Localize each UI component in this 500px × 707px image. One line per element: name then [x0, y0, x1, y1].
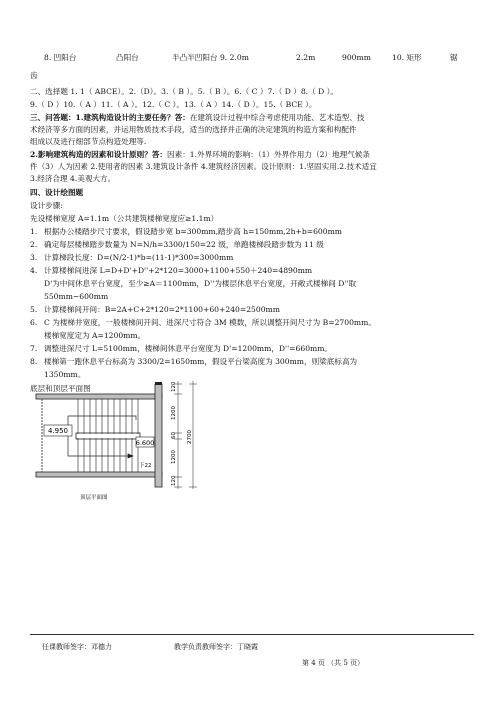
- step-text: 根据办公楼踏步尺寸要求，假设踏步宽 b=300mm,踏步高 h=150mm,2h+b=600mm: [44, 227, 343, 236]
- step-8: [30, 357, 357, 367]
- question-2-title: 2.影响建筑构造的因素和设计原则？答：: [30, 150, 168, 159]
- answer-semi: 半凸半凹阳台 9. 2.0m: [172, 53, 249, 62]
- step-text: 楼梯第一跑休息平台标高为 3300/2=1650mm，假设平台梁高度为 300mm，则梁底标高为: [44, 357, 358, 366]
- step-number: 6.: [30, 318, 38, 327]
- elevation-left: [44, 425, 72, 436]
- step-4-line2: D'为中间休息平台宽度，至少≥A＝1100mm，D''为楼层休息平台宽度，开敞式楼梯间 D''取: [44, 279, 357, 288]
- svg-text:120: 120: [171, 381, 177, 392]
- question-1-title: 三、问答题：1.建筑构造设计的主要任务？答：: [30, 113, 190, 122]
- pre-step: 先设楼梯宽度 A=1.1m（公共建筑楼梯宽度应≥1.1m）: [30, 214, 219, 223]
- footer-divider: [30, 634, 474, 635]
- step-4-line3: 550mm~600mm: [44, 292, 109, 301]
- step-8-line2: 1350mm。: [44, 370, 86, 379]
- choice-answers-line2: 9.（ D ）10.（ A ）11.（ A ）。12.（ C ）。13.（ A ）14.（ D ）。15.（ BCE ）。: [30, 100, 317, 109]
- step-number: 4.: [30, 266, 38, 275]
- answer-10: 10. 矩形: [392, 53, 422, 62]
- step-6-line2: 楼梯宽度定为 A=1200mm。: [44, 331, 146, 340]
- plan-caption: 顶层平面图: [80, 495, 108, 501]
- step-2: [30, 240, 324, 250]
- step-1: [30, 227, 342, 237]
- question-1-line2: 术经济等多方面的因素，并运用物质技术手段，适当的选择并正确的决定建筑的构造方案和构配件: [30, 125, 357, 134]
- question-2: [30, 150, 370, 160]
- svg-text:1200: 1200: [171, 450, 177, 464]
- teacher-signature: 任课教师签字：邓德力: [42, 643, 112, 651]
- step-count-note: 下22: [139, 463, 152, 469]
- question-2-line2: 件（3）人为因素 2.使用者的因素 3.建筑设计条件 4.建筑经济因素。设计原则：1.坚固实用.2.技术适宜: [30, 162, 377, 171]
- step-number: 5.: [30, 305, 38, 314]
- step-5: [30, 305, 280, 315]
- step-number: 2.: [30, 240, 38, 249]
- choice-answers-line1: 二、选择题 1. 1（ ABCE）。2.（D）。3.（ B ）。5.（ B ）。6.（ C ）7.（ D ）8.（ D ）。: [30, 87, 338, 96]
- svg-text:4.950: 4.950: [47, 427, 69, 435]
- step-text: C 为楼梯井宽度，一般楼梯间开间、进深尺寸符合 3M 模数，所以调整开间尺寸为 B=2700mm。: [44, 318, 376, 327]
- stair-plan-diagram: [28, 376, 208, 506]
- elevation-right: [136, 437, 155, 447]
- answer-wrap: 齿: [30, 71, 38, 80]
- step-text: 计算楼梯间进深 L=D+D'+D''+2*120=3000+1100+550＋240=4890mm: [44, 266, 313, 275]
- step-6: [30, 318, 376, 328]
- answer-convex: 凸阳台: [116, 53, 139, 62]
- step-number: 7.: [30, 344, 38, 353]
- step-text: 调整进深尺寸 L=5100mm，楼梯间休息平台宽度为 D'=1200mm，D''=660mm。: [44, 344, 333, 353]
- question-1-line3: 组成以及进行细部节点构造处理等.: [30, 137, 147, 146]
- svg-text:1200: 1200: [171, 406, 177, 420]
- step-text: 确定每层楼梯踏步数量为 N=N/h=3300/150=22 级，单跑楼梯段踏步数为 11 级: [44, 240, 324, 249]
- svg-text:6.600: 6.600: [135, 439, 155, 447]
- head-teacher-signature: 教学负责教师签字：丁晓霞: [174, 643, 258, 651]
- step-text: 计算梯段长度：D=(N/2-1)*b=(11-1)*300=3000mm: [44, 253, 234, 262]
- svg-text:60: 60: [171, 432, 177, 439]
- answer-8: 8. 凹阳台: [44, 53, 77, 62]
- question-1: [30, 113, 364, 123]
- question-2-text: 因素：1.外界环境的影响：（1）外界作用力（2）地理气候条: [167, 150, 370, 159]
- svg-text:2700: 2700: [187, 430, 193, 444]
- question-1-text: 在建筑设计过程中综合考虑使用功能、艺术造型、技: [189, 113, 365, 122]
- step-text: 计算楼梯间开间：B=2A+C+2*120=2*1100+60+240=2500mm: [44, 305, 280, 314]
- svg-text:120: 120: [171, 475, 177, 486]
- dimension-chain: [174, 381, 197, 489]
- page-number: 第 4 页 （共 5 页）: [302, 659, 365, 667]
- dimension-labels: [171, 381, 193, 486]
- section-4-heading: 四、设计绘图题: [30, 188, 84, 197]
- answer-22: 2.2m: [296, 53, 316, 62]
- step-number: 3.: [30, 253, 38, 262]
- plan-heading: 底层和顶层平面图: [30, 384, 91, 393]
- fill-answer-line: [44, 53, 76, 63]
- step-number: 1.: [30, 227, 38, 236]
- answer-tail: 锯: [450, 53, 458, 62]
- step-7: [30, 344, 332, 354]
- question-2-line3: 3.经济合理 4.美观大方。: [30, 174, 116, 183]
- stair-treads: [78, 399, 138, 472]
- steps-title: 设计步骤:: [30, 201, 63, 210]
- step-3: [30, 253, 233, 263]
- step-4: [30, 266, 312, 276]
- step-number: 8.: [30, 357, 38, 366]
- answer-900: 900mm: [342, 53, 371, 62]
